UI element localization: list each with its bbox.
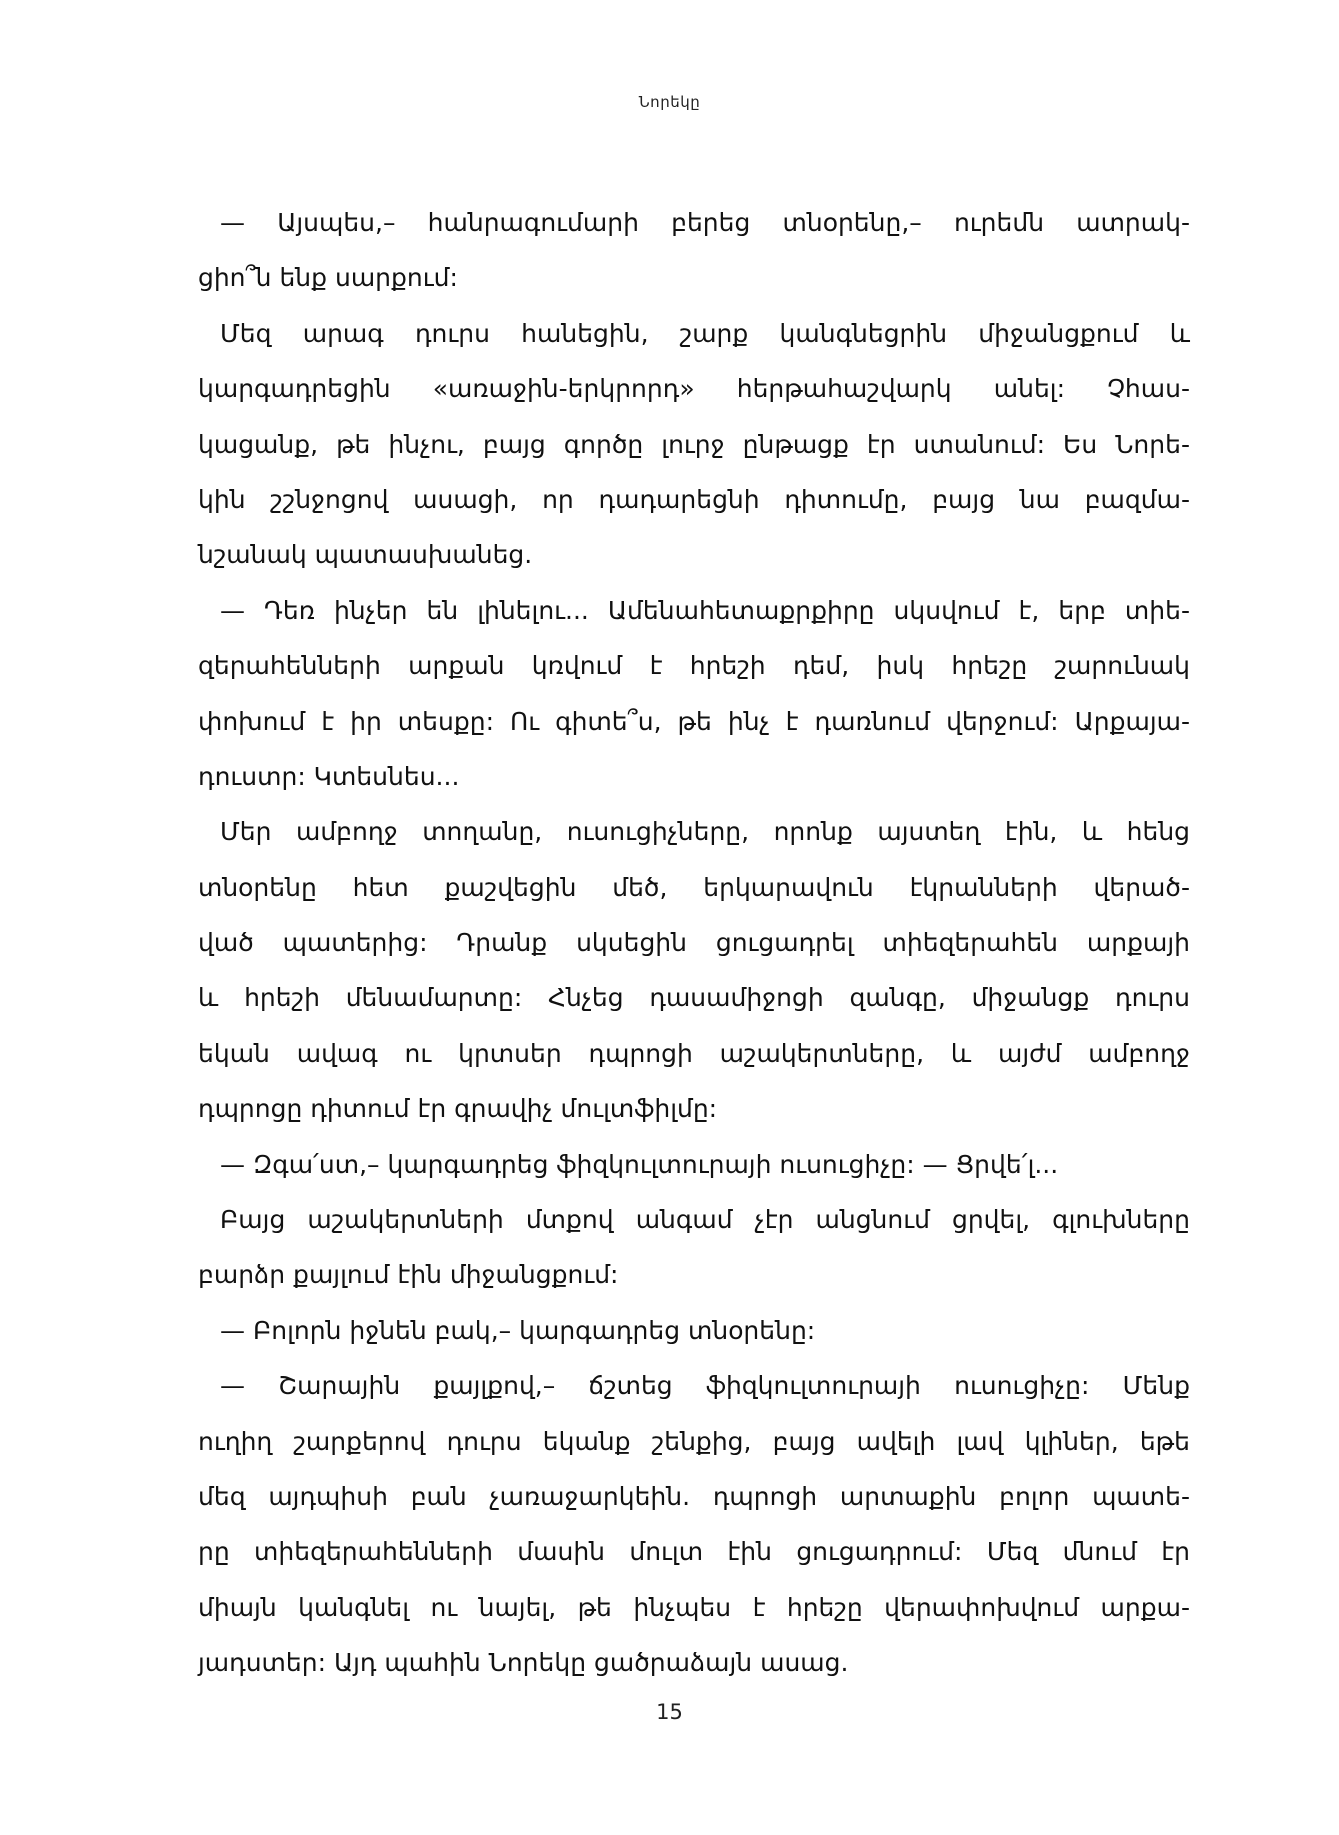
text-line: — Այսպես,– հանրագումարի բերեց տնօրենը,– ուրեմն ատրակ- <box>220 208 1190 237</box>
text-line: — Դեռ ինչեր են լինելու... Ամենահետաքրքիրը սկսվում է, երբ տիե- <box>220 595 1190 625</box>
text-line: միայն կանգնել ու նայել, թե ինչպես է հրեշը վերափոխվում արքա- <box>198 1592 1190 1622</box>
text-line: — Բոլորն իջնեն բակ,– կարգադրեց տնօրենը: <box>220 1315 816 1345</box>
text-line: ուղիղ շարքերով դուրս եկանք շենքից, բայց ավելի լավ կլիներ, եթե <box>198 1426 1190 1456</box>
text-line: դպրոցը դիտում էր գրավիչ մուլտֆիլմը: <box>198 1094 718 1124</box>
text-line: — Շարային քայլքով,– ճշտեց ֆիզկուլտուրայի ուսուցիչը: Մենք <box>220 1371 1190 1401</box>
text-line: ված պատերից: Դրանք սկսեցին ցուցադրել տիեզերահեն արքայի <box>198 928 1190 958</box>
text-line: զերահենների արքան կռվում է հրեշի դեմ, իսկ հրեշը շարունակ <box>198 651 1190 681</box>
text-line: դուստր: Կտեսնես... <box>198 761 460 791</box>
text-line: տնօրենը հետ քաշվեցին մեծ, երկարավուն էկրանների վերած- <box>198 872 1190 902</box>
text-line: յադստեր: Այդ պահին Նորեկը ցածրաձայն ասաց. <box>198 1648 849 1678</box>
text-line: և հրեշի մենամարտը: Հնչեց դասամիջոցի զանգը, միջանցք դուրս <box>198 983 1190 1013</box>
text-line: փոխում է իր տեսքը: Ու գիտե՞ս, թե ինչ է դառնում վերջում: Արքայա- <box>198 706 1190 736</box>
running-header: Նորեկը <box>638 93 701 111</box>
text-line: Բայց աշակերտների մտքով անգամ չէր անցնում ցրվել, գլուխները <box>220 1205 1190 1235</box>
text-line: մեզ այդպիսի բան չառաջարկեին. դպրոցի արտաքին բոլոր պատե- <box>198 1481 1190 1511</box>
text-line: եկան ավագ ու կրտսեր դպրոցի աշակերտները, և այժմ ամբողջ <box>198 1038 1190 1068</box>
text-line: րը տիեզերահենների մասին մուլտ էին ցուցադրում: Մեզ մնում էր <box>198 1537 1190 1567</box>
text-line: կարգադրեցին «առաջին-երկրորդ» հերթահաշվարկ անել: Չհաս- <box>198 374 1190 404</box>
text-line: կին շշնջոցով ասացի, որ դադարեցնի դիտումը, բայց նա բազմա- <box>198 484 1190 514</box>
body-text <box>198 195 1190 1691</box>
text-line: Մեզ արագ դուրս հանեցին, շարք կանգնեցրին միջանցքում և <box>220 318 1190 348</box>
text-line: ցիո՞ն ենք սարքում: <box>198 263 458 293</box>
text-line: — Զգա՛ստ,– կարգադրեց ֆիզկուլտուրայի ուսուցիչը: — Ցրվե՛լ... <box>220 1149 1059 1179</box>
text-line: բարձր քայլում էին միջանցքում: <box>198 1260 619 1290</box>
page-number: 15 <box>656 1700 683 1724</box>
text-line: կացանք, թե ինչու, բայց գործը լուրջ ընթացք էր ստանում: Ես Նորե- <box>198 429 1190 459</box>
text-line: Մեր ամբողջ տողանը, ուսուցիչները, որոնք այստեղ էին, և հենց <box>220 817 1190 847</box>
text-line: նշանակ պատասխանեց. <box>198 540 533 570</box>
